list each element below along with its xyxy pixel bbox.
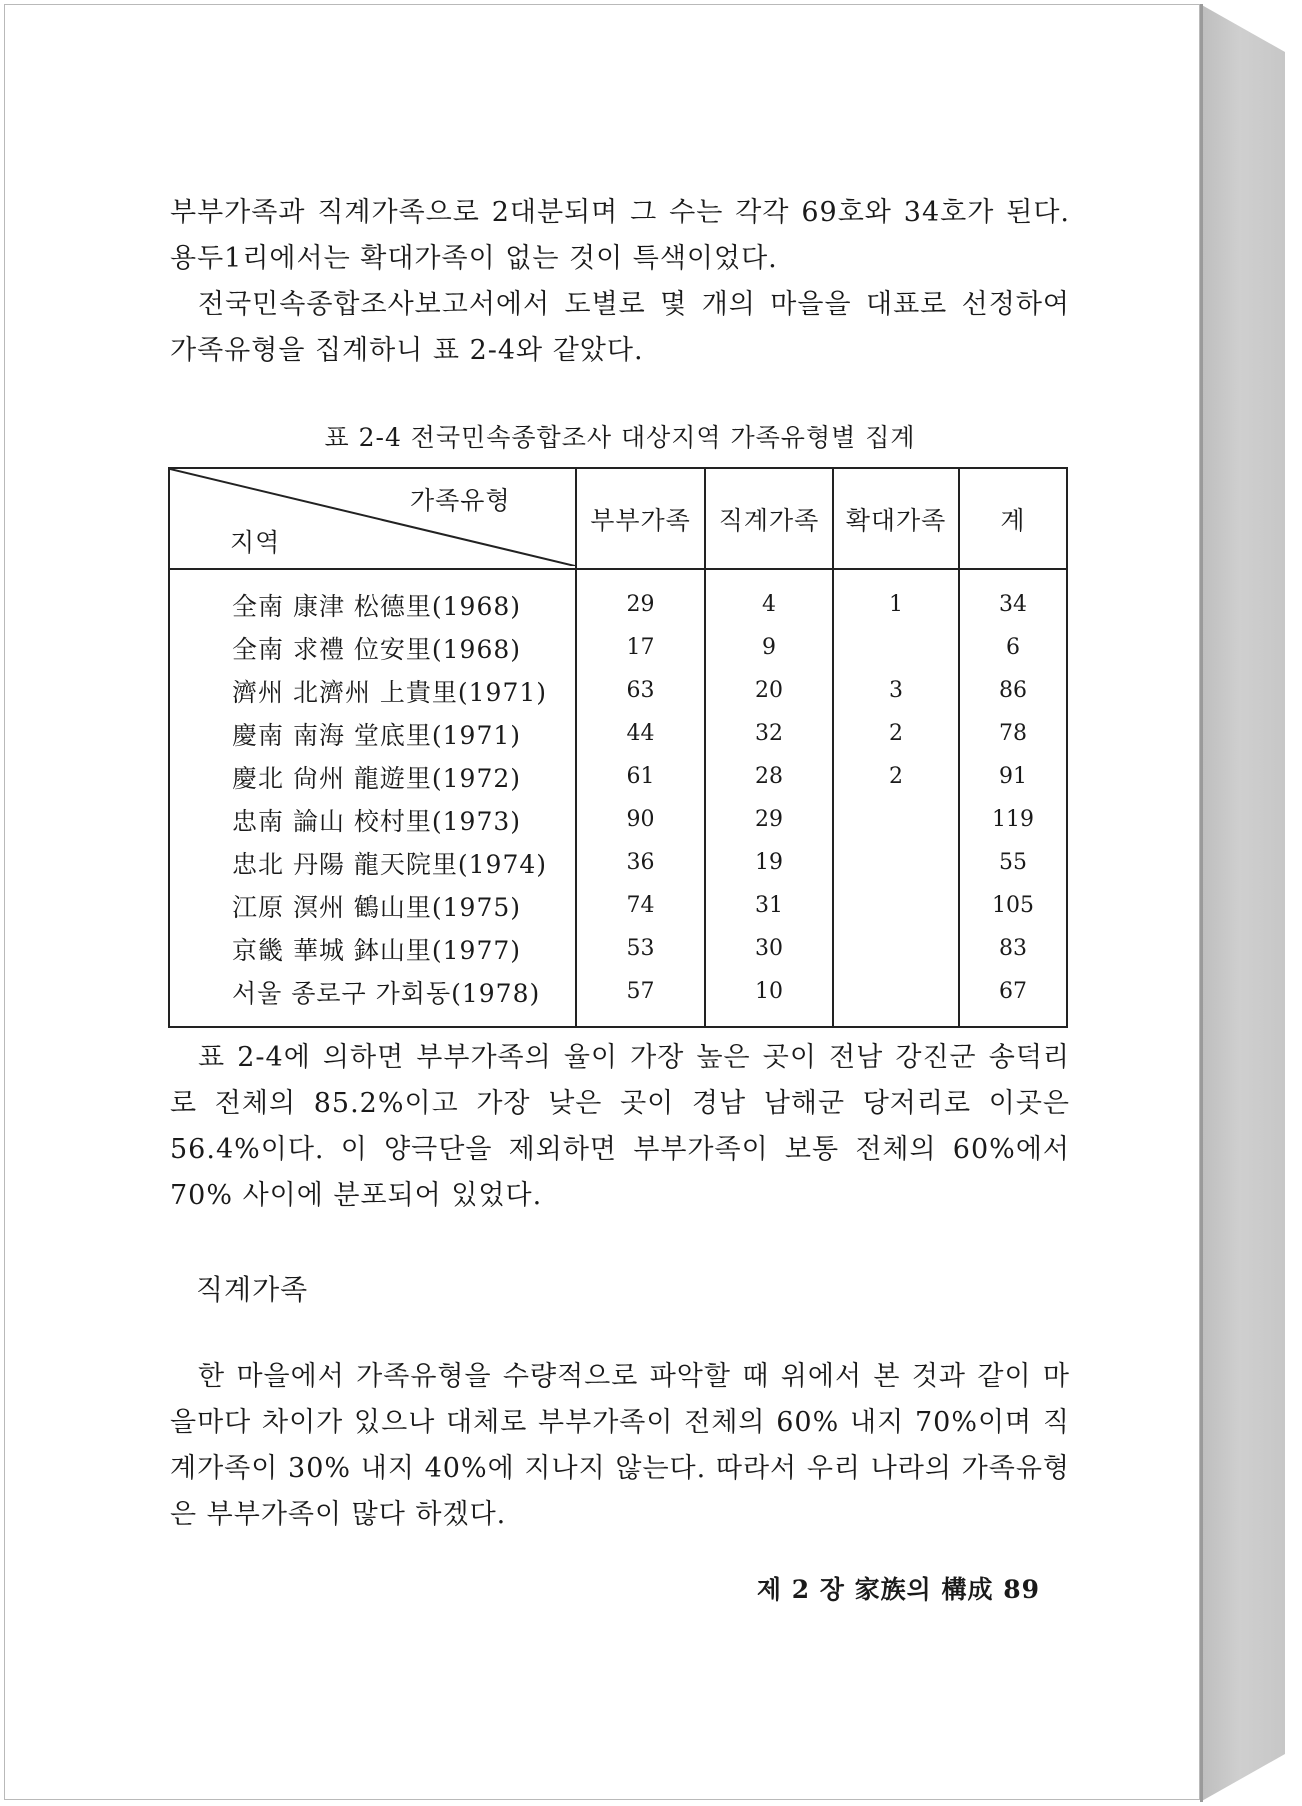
stem-count-cell: 28 [705,755,833,798]
header-extended: 확대가족 [833,468,959,569]
header-family-type: 가족유형 [410,486,511,515]
region-cell: 서울 종로구 가회동(1978) [169,970,576,1027]
nuclear-count-cell: 74 [576,884,705,927]
stem-count-cell: 20 [705,669,833,712]
page-stack-edge [1200,4,1300,1802]
intro-text [170,190,1070,374]
stem-count-cell: 10 [705,970,833,1027]
extended-count-cell [833,884,959,927]
table-row [169,755,1067,798]
table-row [169,841,1067,884]
region-cell: 忠北 丹陽 龍天院里(1974) [169,841,576,884]
nuclear-count-cell: 53 [576,927,705,970]
stem-count-cell: 31 [705,884,833,927]
table-header-row [169,468,1067,569]
nuclear-count-cell: 57 [576,970,705,1027]
paragraph-1: 부부가족과 직계가족으로 2대분되며 그 수는 각각 69호와 34호가 된다. 용두1리에서는 확대가족이 없는 것이 특색이었다. [170,197,1070,274]
page-fold-line [1200,4,1203,1802]
total-count-cell: 34 [959,569,1067,626]
total-count-cell: 67 [959,970,1067,1027]
table-row [169,884,1067,927]
total-count-cell: 119 [959,798,1067,841]
region-cell: 慶南 南海 堂底里(1971) [169,712,576,755]
total-count-cell: 83 [959,927,1067,970]
nuclear-count-cell: 44 [576,712,705,755]
table-row [169,712,1067,755]
table-row [169,669,1067,712]
table-row [169,569,1067,626]
header-nuclear: 부부가족 [576,468,705,569]
header-region: 지역 [230,528,281,557]
nuclear-count-cell: 63 [576,669,705,712]
paragraph-2: 전국민속종합조사보고서에서 도별로 몇 개의 마을을 대표로 선정하여 가족유형을 집계하니 표 2-4와 같았다. [170,289,1070,366]
table-row [169,798,1067,841]
extended-count-cell: 2 [833,755,959,798]
conclusion-text [170,1354,1070,1538]
stem-count-cell: 4 [705,569,833,626]
family-type-table [168,467,1068,1028]
nuclear-count-cell: 29 [576,569,705,626]
stem-count-cell: 32 [705,712,833,755]
stem-count-cell: 30 [705,927,833,970]
page-footer: 제 2 장 家族의 構成 89 [756,1575,1040,1604]
extended-count-cell [833,970,959,1027]
table-row [169,626,1067,669]
total-count-cell: 86 [959,669,1067,712]
total-count-cell: 55 [959,841,1067,884]
extended-count-cell [833,798,959,841]
header-stem: 직계가족 [705,468,833,569]
total-count-cell: 91 [959,755,1067,798]
stem-count-cell: 29 [705,798,833,841]
region-cell: 濟州 北濟州 上貴里(1971) [169,669,576,712]
extended-count-cell [833,841,959,884]
total-count-cell: 6 [959,626,1067,669]
analysis-text [170,1035,1070,1219]
region-cell: 江原 溟州 鶴山里(1975) [169,884,576,927]
nuclear-count-cell: 61 [576,755,705,798]
header-total: 계 [959,468,1067,569]
table-row [169,970,1067,1027]
extended-count-cell: 1 [833,569,959,626]
extended-count-cell [833,927,959,970]
stem-count-cell: 9 [705,626,833,669]
stem-count-cell: 19 [705,841,833,884]
paragraph-3: 표 2-4에 의하면 부부가족의 율이 가장 높은 곳이 전남 강진군 송덕리로 전체의 85.2%이고 가장 낮은 곳이 경남 남해군 당저리로 이곳은 56.4%이다. 이 양극단을 제외하면 부부가족이 보통 전체의 60%에서 70% 사이에 분포되어 있었다. [170,1042,1070,1211]
table-body [169,569,1067,1027]
region-cell: 全南 求禮 位安里(1968) [169,626,576,669]
section-title: 직계가족 [196,1273,309,1306]
extended-count-cell [833,626,959,669]
region-cell: 京畿 華城 鉢山里(1977) [169,927,576,970]
region-cell: 全南 康津 松德里(1968) [169,569,576,626]
region-cell: 慶北 尙州 龍遊里(1972) [169,755,576,798]
diagonal-header-cell [169,468,576,569]
paragraph-4: 한 마을에서 가족유형을 수량적으로 파악할 때 위에서 본 것과 같이 마을마다 차이가 있으나 대체로 부부가족이 전체의 60% 내지 70%이며 직계가족이 30% 내지 40%에 지나지 않는다. 따라서 우리 나라의 가족유형은 부부가족이 많다 하겠다. [170,1361,1070,1530]
extended-count-cell: 2 [833,712,959,755]
nuclear-count-cell: 17 [576,626,705,669]
region-cell: 忠南 論山 校村里(1973) [169,798,576,841]
nuclear-count-cell: 90 [576,798,705,841]
table-row [169,927,1067,970]
extended-count-cell: 3 [833,669,959,712]
total-count-cell: 78 [959,712,1067,755]
nuclear-count-cell: 36 [576,841,705,884]
total-count-cell: 105 [959,884,1067,927]
table-caption: 표 2-4 전국민속종합조사 대상지역 가족유형별 집계 [324,423,916,452]
